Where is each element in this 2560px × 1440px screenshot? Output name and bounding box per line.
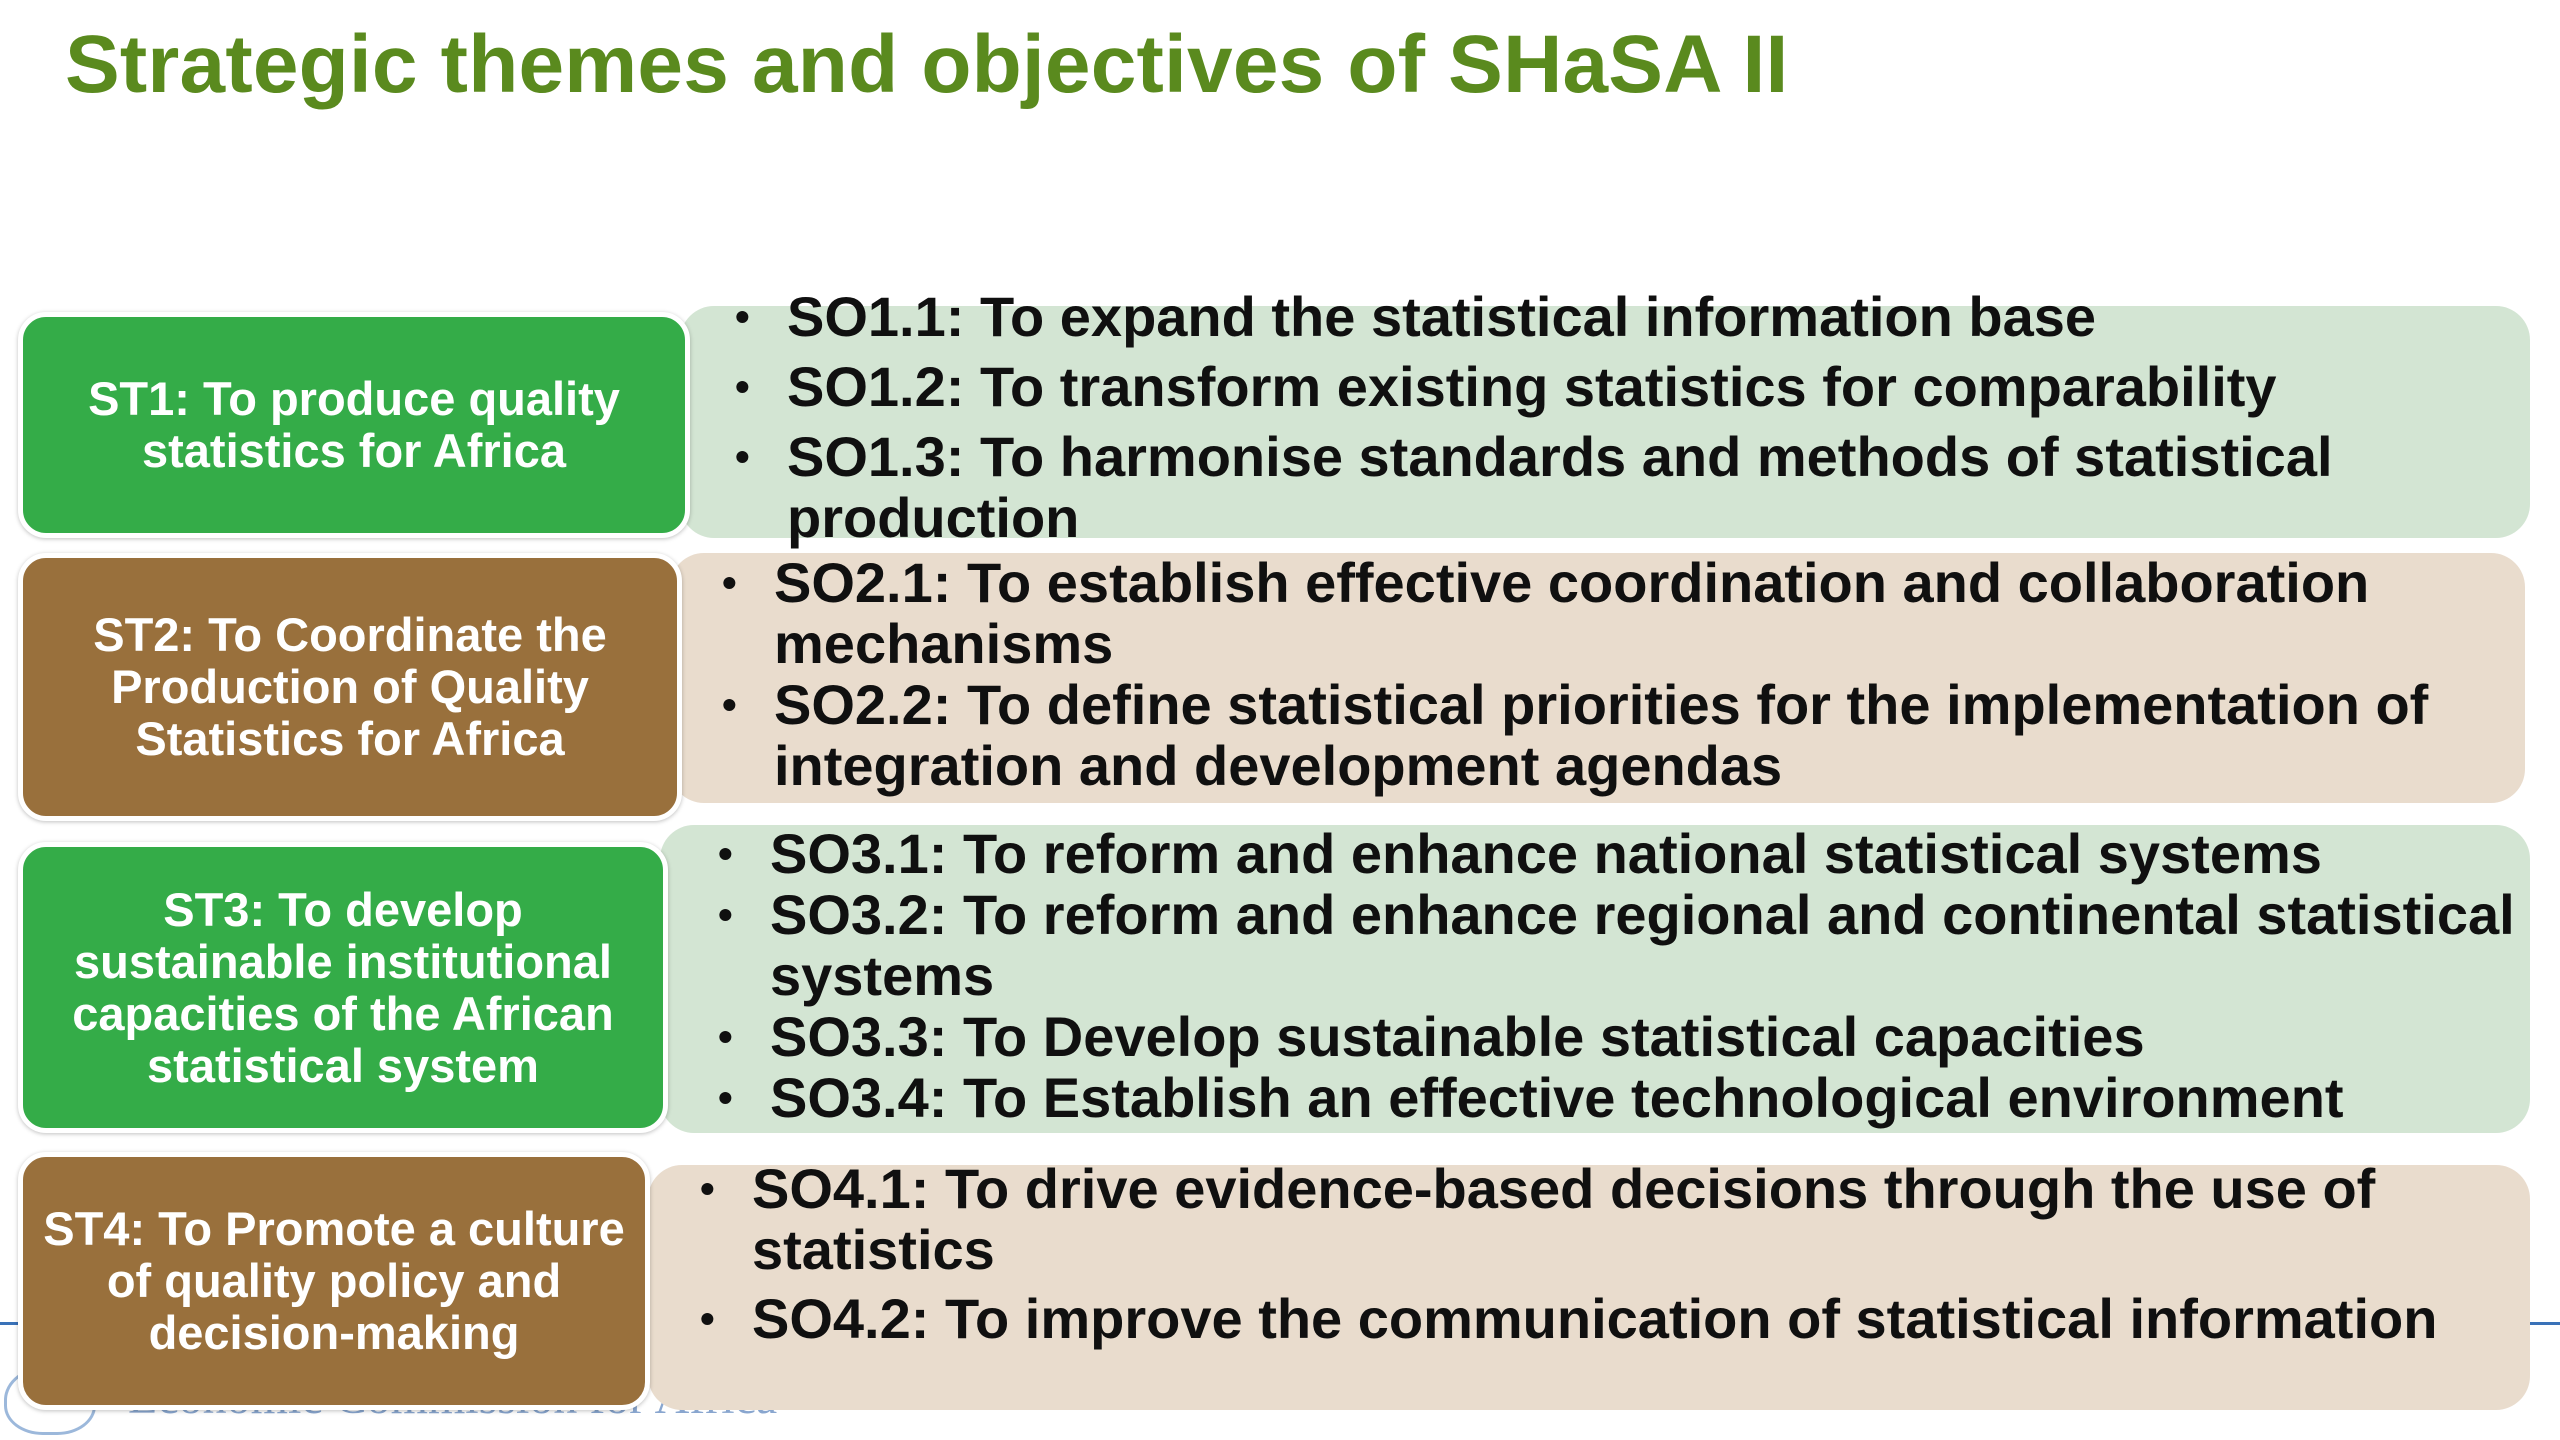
objective-text: SO1.2: To transform existing statistics for comparability [787,355,2277,418]
objective-item [718,1006,2518,1067]
bullet-icon: • [735,293,750,340]
theme-box-st2: ST2: To Coordinate the Production of Quality Statistics for Africa [18,553,682,821]
objective-text: SO4.2: To improve the communication of statistical information [752,1287,2438,1350]
objective-item [722,674,2512,796]
objective-text: SO3.4: To Establish an effective technological environment [770,1066,2344,1129]
bullet-icon: • [718,1013,733,1060]
objective-text: SO2.1: To establish effective coordination and collaboration mechanisms [774,551,2370,675]
bullet-icon: • [722,559,737,606]
objectives-list-st1 [735,286,2495,548]
theme-box-st3: ST3: To develop sustainable institutional capacities of the African statistical system [18,842,668,1133]
objective-item [718,823,2518,884]
bullet-icon: • [700,1295,715,1342]
objective-item [718,1067,2518,1128]
bullet-icon: • [718,891,733,938]
objective-text: SO1.3: To harmonise standards and methods of statistical production [787,425,2333,549]
objective-item [700,1288,2510,1349]
bullet-icon: • [735,363,750,410]
slide-title: Strategic themes and objectives of SHaSA II [65,19,1789,110]
objective-text: SO2.2: To define statistical priorities for the implementation of integration and development agendas [774,673,2429,797]
theme-box-st4: ST4: To Promote a culture of quality policy and decision-making [18,1152,650,1410]
objective-item [735,426,2495,548]
objective-item [700,1158,2510,1280]
bullet-icon: • [718,1074,733,1121]
bullet-icon: • [718,830,733,877]
objective-item [735,286,2495,347]
theme-box-st1: ST1: To produce quality statistics for Africa [18,312,690,538]
objective-text: SO4.1: To drive evidence-based decisions through the use of statistics [752,1157,2376,1281]
bullet-icon: • [722,681,737,728]
objective-item [735,356,2495,417]
objectives-list-st2 [722,552,2512,796]
objectives-list-st3 [718,823,2518,1128]
objective-text: SO3.1: To reform and enhance national statistical systems [770,822,2322,885]
objectives-list-st4 [700,1158,2510,1349]
objective-text: SO1.1: To expand the statistical information base [787,285,2097,348]
objective-text: SO3.2: To reform and enhance regional and continental statistical systems [770,883,2515,1007]
objective-item [718,884,2518,1006]
objective-text: SO3.3: To Develop sustainable statistical capacities [770,1005,2145,1068]
bullet-icon: • [735,433,750,480]
bullet-icon: • [700,1165,715,1212]
objective-item [722,552,2512,674]
